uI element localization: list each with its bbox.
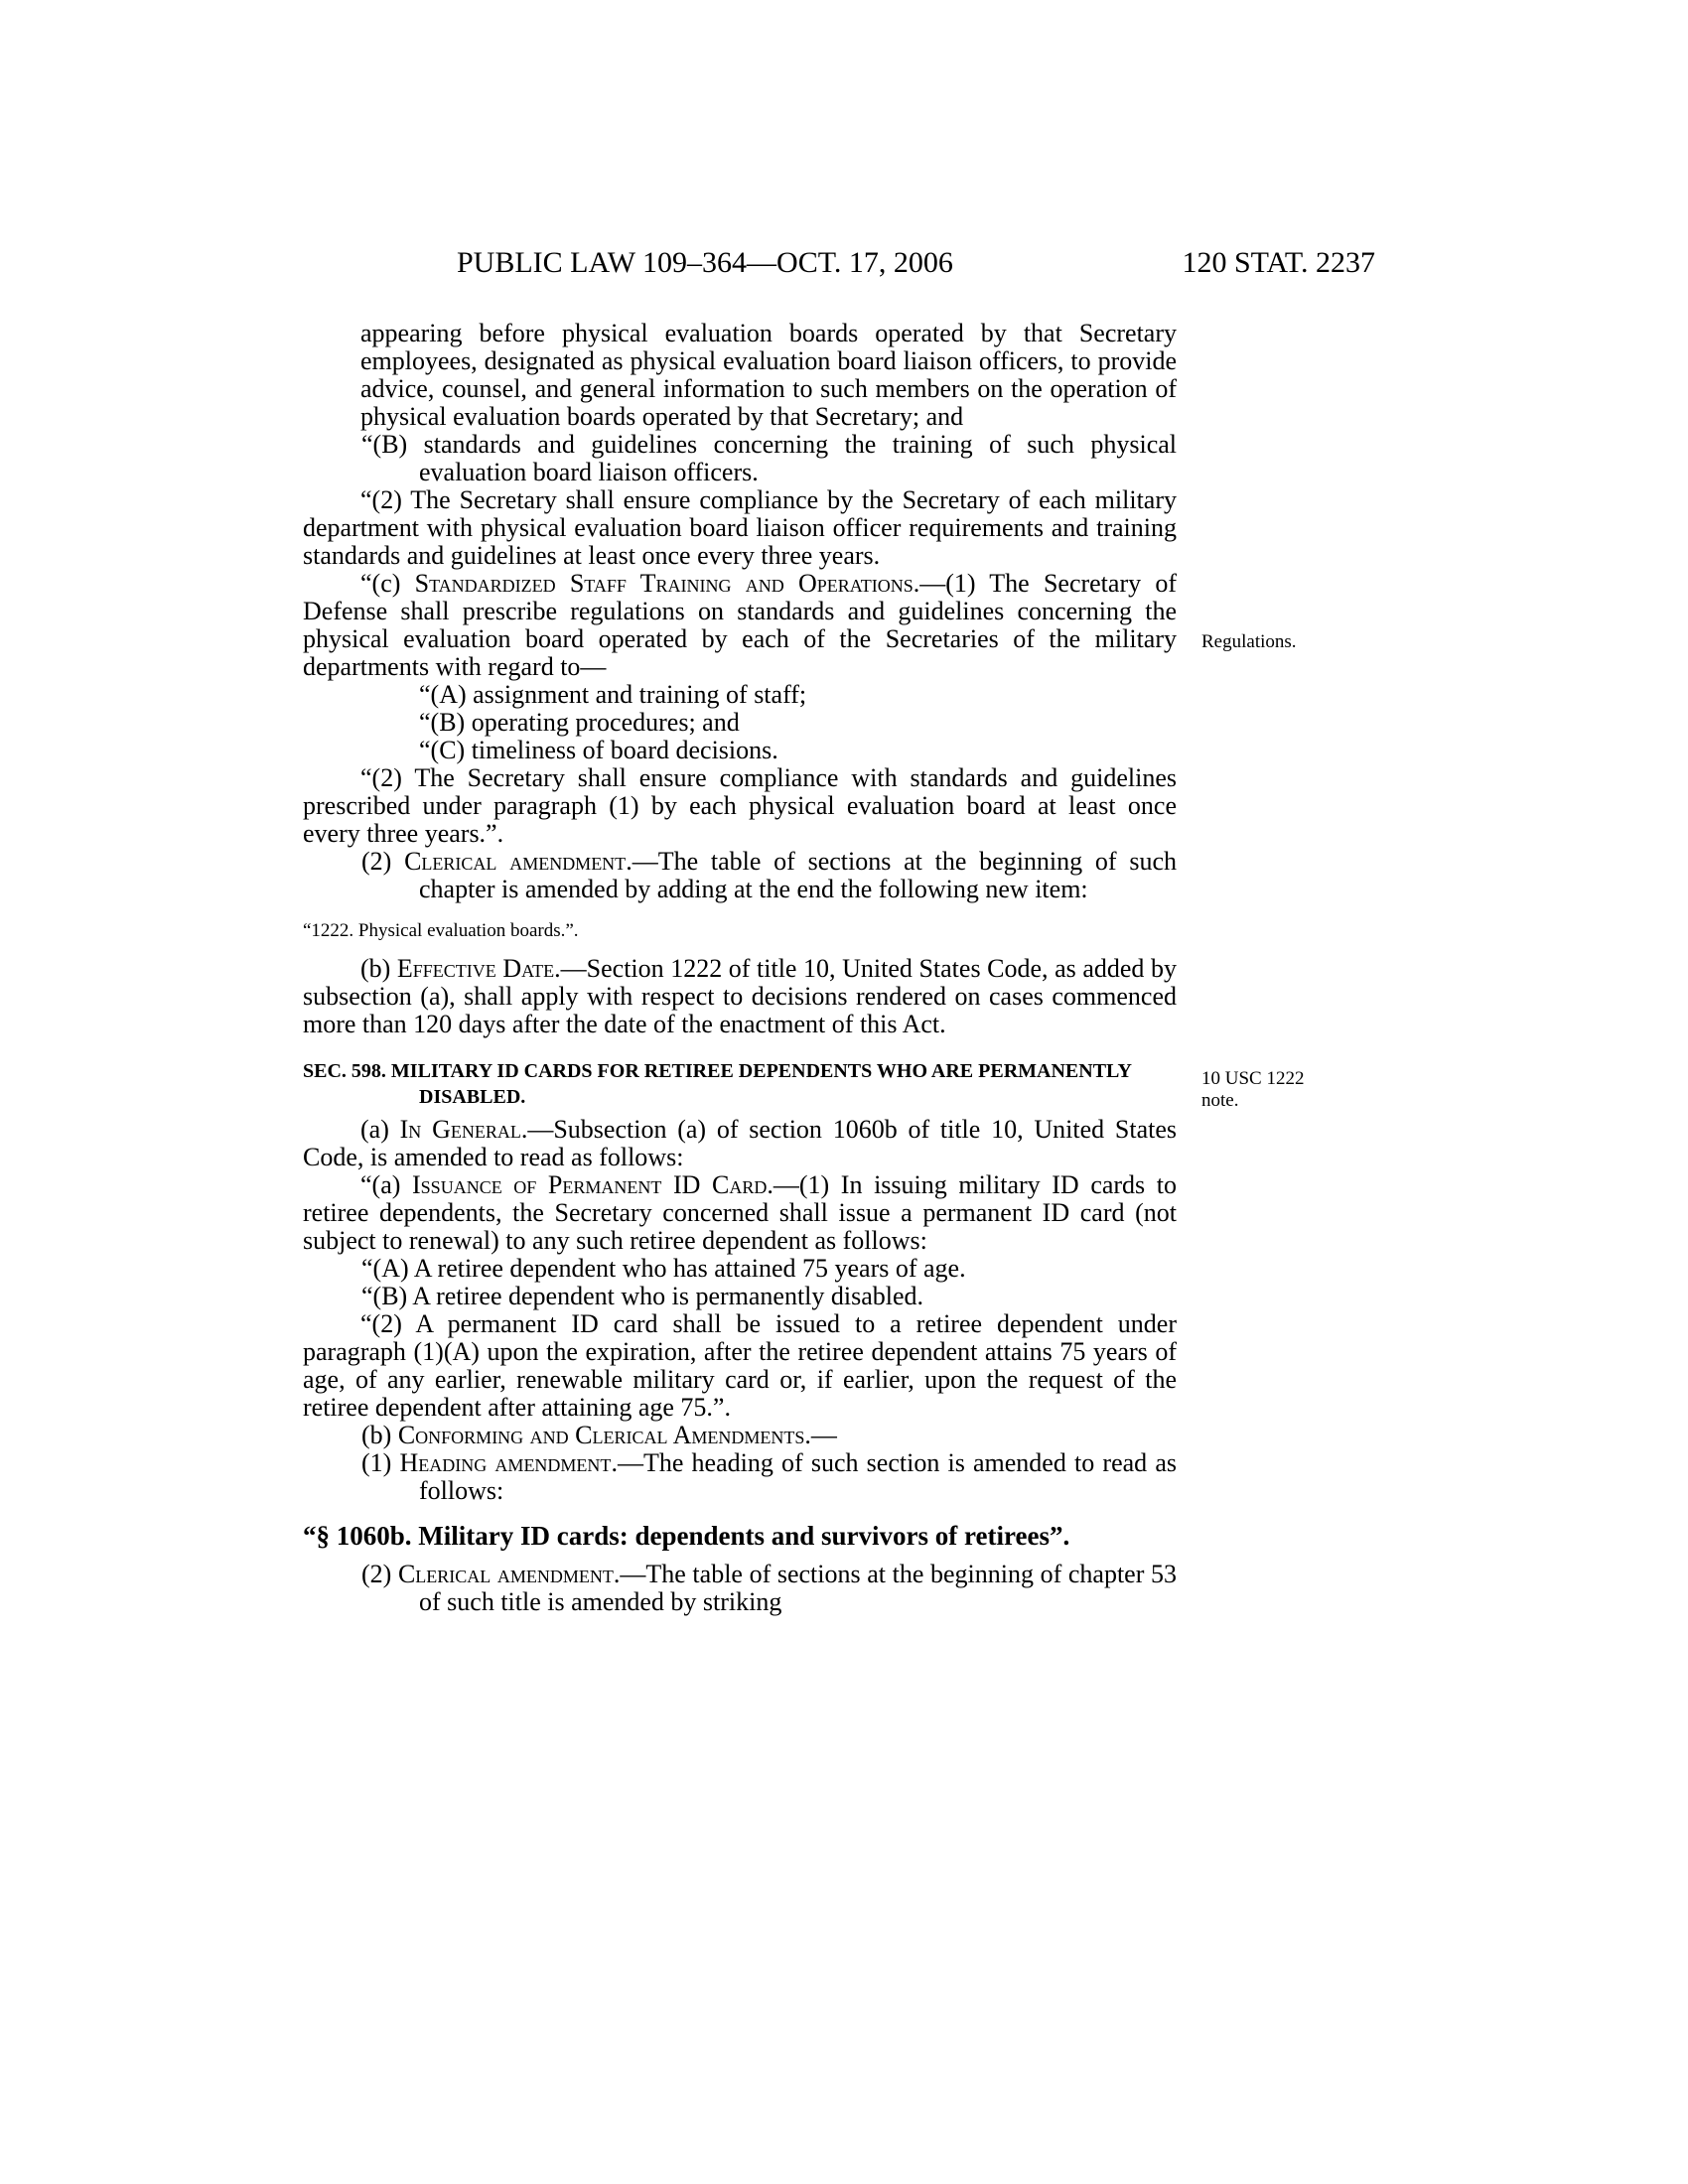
paragraph-issuance-id-card: “(a) Issuance of Permanent ID Card.—(1) In issuing military ID cards to retiree dependents, the Secretary concerned shall issue a permanent ID card (not subject to renewal) to any such retiree dependent as follows: [303, 1170, 1178, 1255]
table-of-sections-item: “1222. Physical evaluation boards.”. [303, 920, 579, 941]
paragraph-clerical-amendment-2: (2) Clerical amendment.—The table of sections at the beginning of chapter 53 of such title is amended by striking [361, 1560, 1177, 1616]
paragraph-continuation: appearing before physical evaluation boards operated by that Secretary employees, designated as physical evaluation board liaison officers, to provide advice, counsel, and general information to such members on the operation of physical evaluation boards operated by that Secretary; and [360, 319, 1177, 431]
page-number: 120 STAT. 2237 [1182, 246, 1375, 279]
margin-note-usc [1201, 1068, 1304, 1112]
paragraph-2-compliance: “(2) The Secretary shall ensure compliance by the Secretary of each military department with physical evaluation board liaison officer requirements and training standards and guidelines at least once every three years. [303, 485, 1177, 570]
subsection-heading: Standardized Staff Training and Operations [414, 569, 914, 598]
margin-note-usc-line1: 10 USC 1222 [1201, 1068, 1305, 1089]
paragraph-b-standards: “(B) standards and guidelines concerning the training of such physical evaluation board liaison officers. [361, 430, 1177, 486]
section-heading-1060b: “§ 1060b. Military ID cards: dependents and survivors of retirees”. [303, 1521, 1070, 1551]
paragraph-c-standardized-training: “(c) Standardized Staff Training and Operations.—(1) The Secretary of Defense shall prescribe regulations on standards and guidelines concerning the physical evaluation board operated by each of the Secretaries of the military departments with regard to— [303, 569, 1177, 681]
running-header: PUBLIC LAW 109–364—OCT. 17, 2006 [457, 246, 953, 279]
subsection-heading: Clerical amendment [397, 1560, 614, 1588]
document-body [303, 320, 1177, 1616]
subsection-heading: In General [399, 1115, 521, 1144]
paragraph-in-general: (a) In General.—Subsection (a) of section 1060b of title 10, United States Code, is amended to read as follows: [303, 1115, 1178, 1171]
section-heading-598: SEC. 598. MILITARY ID CARDS FOR RETIREE DEPENDENTS WHO ARE PERMANENTLY DISABLED. [303, 1060, 1132, 1108]
margin-note-usc-line2: note. [1201, 1090, 1239, 1111]
list-item-c: “(C) timeliness of board decisions. [419, 736, 778, 764]
list-item-b-disabled: “(B) A retiree dependent who is permanently disabled. [361, 1282, 924, 1310]
list-item-b: “(B) operating procedures; and [419, 708, 740, 737]
subsection-heading: Issuance of Permanent ID Card [412, 1170, 768, 1199]
subsection-heading: Heading amendment [399, 1448, 612, 1477]
paragraph-clerical-amendment: (2) Clerical amendment.—The table of sections at the beginning of such chapter is amended by adding at the end the following new item: [361, 847, 1178, 903]
subsection-heading: Conforming and Clerical Amendments [397, 1421, 805, 1449]
paragraph-conforming-amendments: (b) Conforming and Clerical Amendments.— [361, 1421, 837, 1449]
paragraph-effective-date: (b) Effective Date.—Section 1222 of title 10, United States Code, as added by subsection (a), shall apply with respect to decisions rendered on cases commenced more than 120 days after the date of the enactment of this Act. [303, 954, 1177, 1038]
subsection-heading: Clerical amendment [404, 847, 627, 876]
paragraph-2-permanent-card: “(2) A permanent ID card shall be issued to a retiree dependent under paragraph (1)(A) upon the expiration, after the retiree dependent attains 75 years of age, of any earlier, renewable military card or, if earlier, upon the request of the retiree dependent after attaining age 75.”. [303, 1309, 1177, 1422]
subsection-heading: Effective Date [396, 954, 555, 983]
list-item-a-age: “(A) A retiree dependent who has attained 75 years of age. [361, 1254, 966, 1283]
paragraph-2-board-compliance: “(2) The Secretary shall ensure compliance with standards and guidelines prescribed under paragraph (1) by each physical evaluation board at least once every three years.”. [303, 763, 1177, 848]
list-item-a: “(A) assignment and training of staff; [419, 680, 807, 709]
margin-note-regulations: Regulations. [1201, 631, 1297, 652]
paragraph-heading-amendment: (1) Heading amendment.—The heading of such section is amended to read as follows: [361, 1448, 1177, 1505]
